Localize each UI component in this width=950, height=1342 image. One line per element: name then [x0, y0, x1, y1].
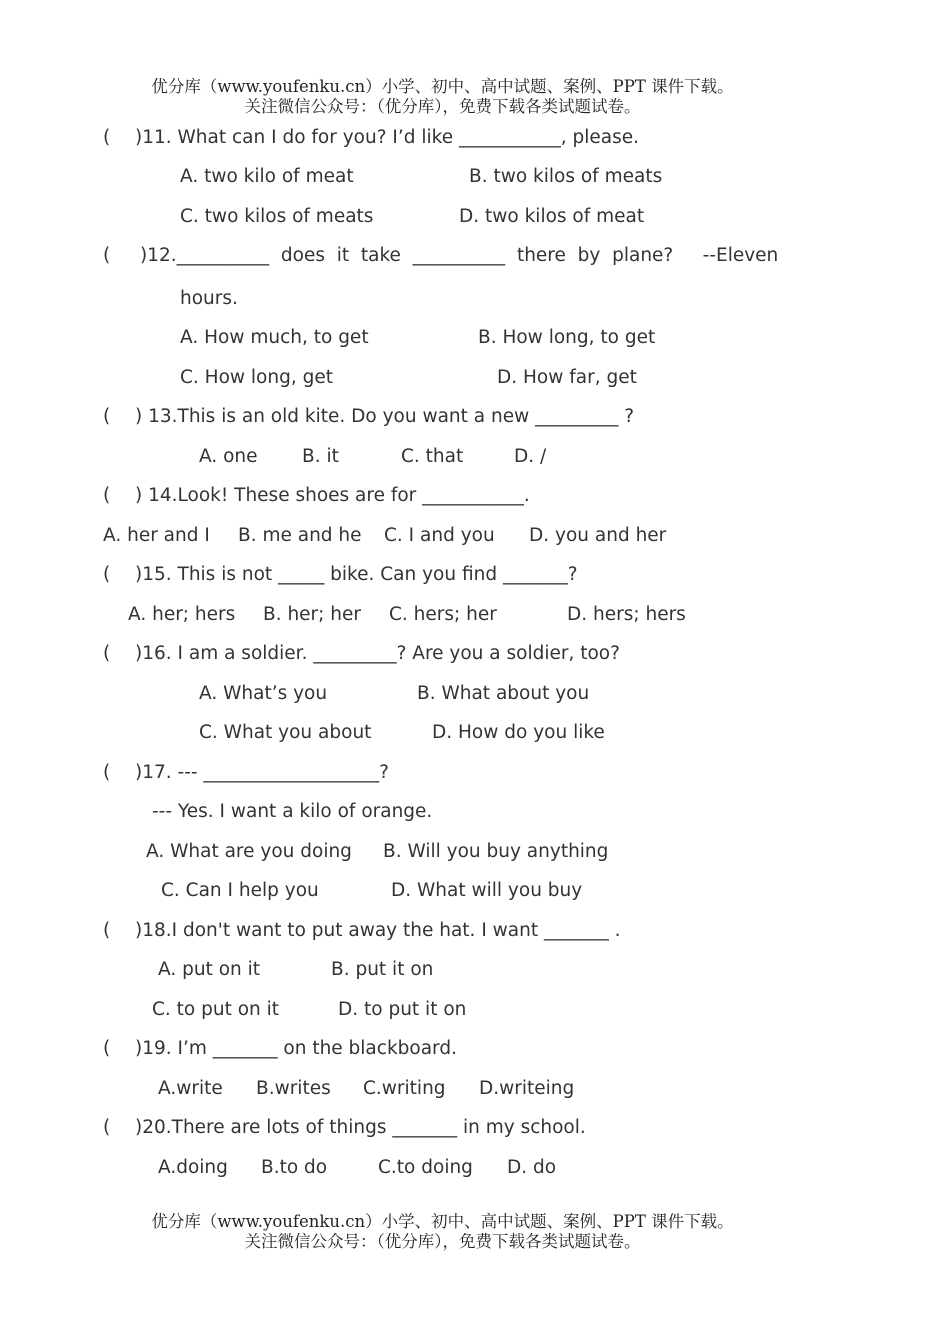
option-a: A. her and I	[103, 525, 210, 546]
option-a: A. her; hers	[128, 604, 236, 625]
option-a: A. How much, to get	[180, 327, 369, 348]
option-a: A. What are you doing	[146, 841, 352, 862]
option-c: C. two kilos of meats	[180, 206, 374, 227]
option-c: C. I and you	[384, 525, 495, 546]
option-b: B. put it on	[331, 959, 434, 980]
option-b: B. me and he	[238, 525, 362, 546]
option-d: D. What will you buy	[391, 880, 583, 901]
question-stem: )19. I’m _______ on the blackboard.	[135, 1038, 457, 1059]
option-c: C. hers; her	[389, 604, 497, 625]
option-c: C.to doing	[378, 1157, 473, 1178]
option-b: B. it	[302, 446, 339, 467]
header-line-1: 优分库（www.youfenku.cn）小学、初中、高中试题、案例、PPT 课件下载。	[151, 77, 734, 96]
option-d: D. to put it on	[338, 999, 467, 1020]
question-stem: ) 14.Look! These shoes are for ___________.	[135, 485, 530, 506]
option-d: D. you and her	[529, 525, 667, 546]
answer-paren: (	[103, 762, 111, 783]
option-c: C.writing	[363, 1078, 446, 1099]
question-stem: )18.I don't want to put away the hat. I want _______ .	[135, 920, 621, 941]
footer-line-2: 关注微信公众号：（优分库），免费下载各类试题试卷。	[244, 1232, 641, 1251]
question-stem: )11. What can I do for you? I’d like ___________, please.	[135, 127, 639, 148]
answer-paren: (	[103, 1038, 111, 1059]
option-b: B. Will you buy anything	[383, 841, 609, 862]
header-line-2: 关注微信公众号：（优分库），免费下载各类试题试卷。	[244, 97, 641, 116]
option-a: A.write	[158, 1078, 223, 1099]
option-c: C. How long, get	[180, 367, 333, 388]
option-a: A. two kilo of meat	[180, 166, 354, 187]
answer-paren: (	[103, 920, 111, 941]
option-d: D. do	[507, 1157, 557, 1178]
answer-paren: (	[103, 406, 111, 427]
option-b: B. two kilos of meats	[469, 166, 663, 187]
page-footer	[0, 1212, 885, 1252]
option-c: C. Can I help you	[161, 880, 319, 901]
question-stem-continued: hours.	[180, 288, 238, 309]
question-stem: )17. --- ___________________?	[135, 762, 389, 783]
answer-paren: (	[103, 245, 111, 266]
question-stem: )15. This is not _____ bike. Can you find _______?	[135, 564, 578, 585]
question-stem: )20.There are lots of things _______ in my school.	[135, 1117, 586, 1138]
answer-paren: (	[103, 564, 111, 585]
page-header	[0, 77, 885, 117]
option-b: B.to do	[261, 1157, 328, 1178]
option-a: A.doing	[158, 1157, 228, 1178]
question-stem: )16. I am a soldier. _________? Are you a soldier, too?	[135, 643, 620, 664]
answer-paren: (	[103, 485, 111, 506]
option-d: D. two kilos of meat	[459, 206, 645, 227]
dialog-reply: --- Yes. I want a kilo of orange.	[152, 801, 433, 822]
option-d: D. How do you like	[432, 722, 605, 743]
option-c: C. to put on it	[152, 999, 280, 1020]
option-c: C. that	[401, 446, 464, 467]
option-c: C. What you about	[199, 722, 372, 743]
option-b: B. How long, to get	[478, 327, 656, 348]
option-a: A. one	[199, 446, 258, 467]
answer-paren: (	[103, 643, 111, 664]
option-a: A. What’s you	[199, 683, 328, 704]
option-b: B. her; her	[263, 604, 361, 625]
answer-paren: (	[103, 1117, 111, 1138]
footer-line-1: 优分库（www.youfenku.cn）小学、初中、高中试题、案例、PPT 课件下载。	[151, 1212, 734, 1231]
question-stem: )12.__________ does it take __________ there by plane? --Eleven	[140, 245, 779, 266]
question-stem: ) 13.This is an old kite. Do you want a new _________ ?	[135, 406, 635, 427]
option-b: B. What about you	[417, 683, 590, 704]
option-a: A. put on it	[158, 959, 261, 980]
option-d: D. How far, get	[497, 367, 637, 388]
option-d: D. hers; hers	[567, 604, 686, 625]
option-b: B.writes	[256, 1078, 331, 1099]
option-d: D.writeing	[479, 1078, 575, 1099]
option-d: D. /	[514, 446, 547, 467]
answer-paren: (	[103, 127, 111, 148]
